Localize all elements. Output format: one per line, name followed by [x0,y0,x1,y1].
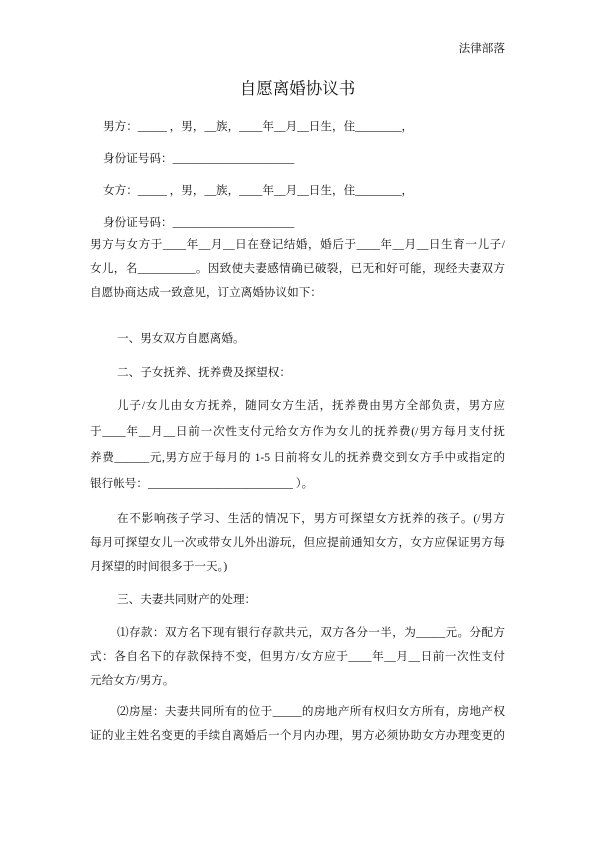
husband-id-line: 身份证号码：_____________________ [103,152,295,165]
paragraph-line: 证的业主姓名变更的手续自离婚后一个月内办理，男方必须协助女方办理变更的 [90,729,505,742]
source-label: 法律部落 [458,42,505,55]
article-1-text: 一、男女双方自愿离婚。 [117,332,245,345]
paragraph-line: ⑴存款：双方名下现有银行存款共元，双方各分一半，为_____元。分配方 [117,626,505,639]
paragraph-line: ⑵房屋：夫妻共同所有的位于_____的房地产所有权归女方所有，房地产权 [117,705,505,718]
paragraph-line: 于____年__月__日前一次性支付元给女方作为女儿的抚养费(/男方每月支付抚 [90,425,505,438]
paragraph-line: 女儿，名__________。因致使夫妻感情确已破裂，已无和好可能，现经夫妻双方 [90,262,505,275]
paragraph-line: 式：各自名下的存款保持不变，但男方/女方应于____年__月__日前一次性支付 [90,650,505,663]
wife-info-line: 女方：_____ ，男，__族，____年__月__日生，住________， [103,184,414,197]
paragraph-line: 每月可探望女儿一次或带女儿外出游玩，但应提前通知女方，女方应保证男方每 [90,536,505,549]
wife-id-line: 身份证号码：_____________________ [103,216,295,229]
deposits-paragraph [90,621,505,693]
house-paragraph [90,700,505,748]
visitation-paragraph [90,507,505,579]
article-2-heading [90,361,505,385]
document-title: 自愿离婚协议书 [239,79,356,98]
husband-info-line: 男方：_____ ，男，__族，____年__月__日生，住________， [103,120,414,133]
paragraph-line: 男方与女方于____年__月__日在登记结婚，婚后于____年__月__日生育一儿子/ [90,238,505,251]
article-3-heading [90,588,505,612]
article-1 [90,327,505,351]
article-3-text: 三、夫妻共同财产的处理： [117,593,257,606]
paragraph-line: 养费______元,男方应于每月的 1-5 日前将女儿的抚养费交到女方手中或指定的 [90,451,505,464]
intro-paragraph [90,233,505,305]
paragraph-line: 在不影响孩子学习、生活的情况下，男方可探望女方抚养的孩子。(/男方 [117,512,505,525]
paragraph-line: 儿子/女儿由女方抚养，随同女方生活，抚养费由男方全部负责，男方应 [117,399,505,412]
agreement-body [90,119,505,748]
paragraph-line: 月探望的时间很多于一天。) [90,560,228,573]
custody-paragraph [90,393,505,497]
paragraph-line: 自愿协商达成一致意见，订立离婚协议如下： [90,286,322,299]
paragraph-line: 元给女方/男方。 [90,674,175,687]
paragraph-line: 银行帐号：_________________________ ）。 [90,477,314,490]
article-2-text: 二、子女抚养、抚养费及探望权： [117,366,291,379]
